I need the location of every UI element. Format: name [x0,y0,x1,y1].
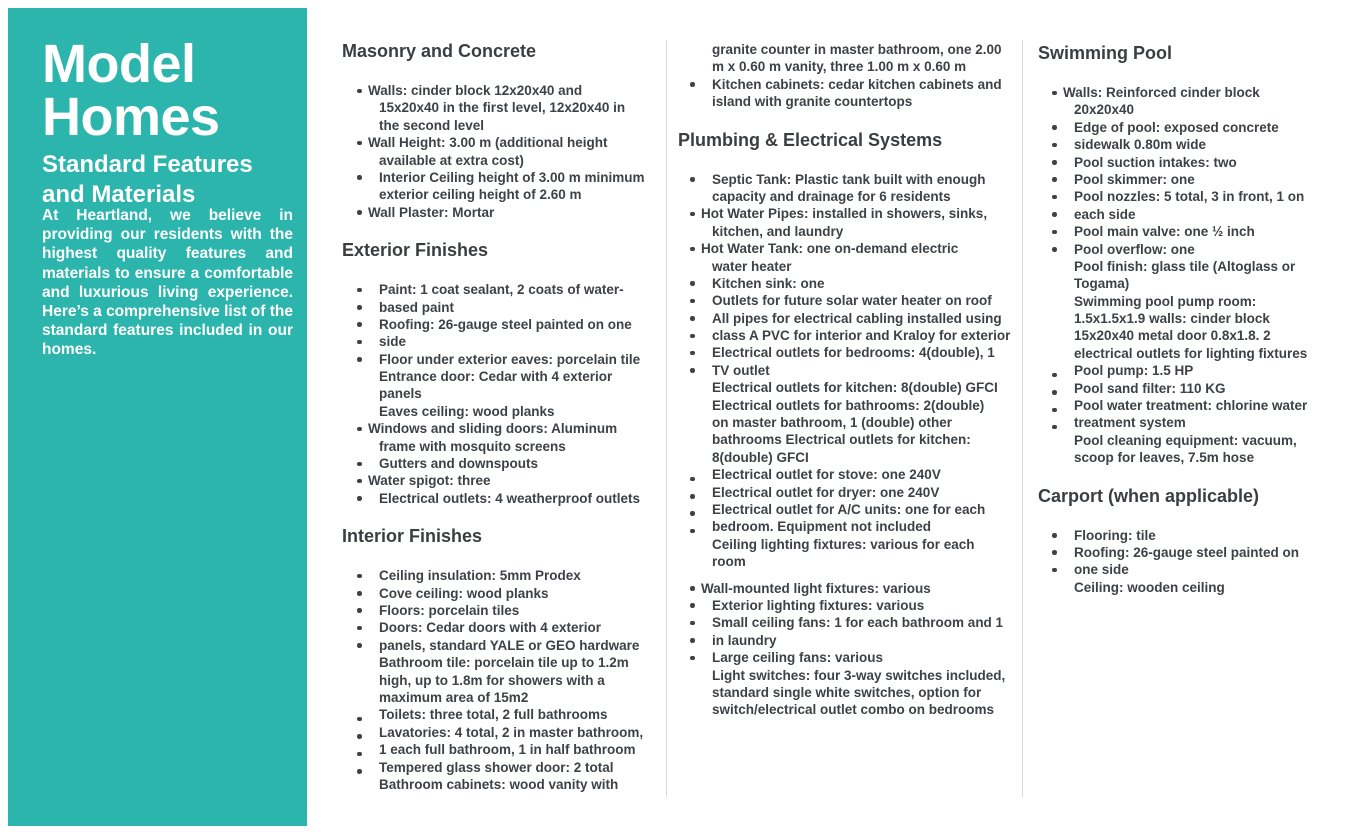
bullet-icon [690,621,695,626]
bullet-icon [357,752,362,757]
feature-list [1038,84,1368,467]
feature-list [342,281,672,507]
list-item-text: m x 0.60 m vanity, three 1.00 m x 0.60 m [712,59,967,75]
page-title-line2: Homes [42,87,220,147]
list-item [357,654,672,671]
list-item-text: Flooring: tile [1074,527,1156,543]
list-item [357,776,672,793]
feature-list [678,171,1028,719]
list-item-text: Electrical outlets: 4 weatherproof outlets [379,490,641,506]
feature-column-1 [342,40,672,793]
list-item-text: 1 each full bathroom, 1 in half bathroom [379,742,636,758]
bullet-icon [357,462,362,467]
list-item [357,204,672,221]
list-item-text: each side [1074,206,1136,222]
bullet-icon [1052,230,1057,235]
list-item-text: Interior Ceiling height of 3.00 m minimum [379,169,645,185]
list-item [690,397,1028,414]
list-item-text: available at extra cost) [379,152,524,168]
bullet-icon [690,511,695,516]
list-item [1052,293,1368,310]
list-item-text: exterior ceiling height of 2.60 m [379,187,582,203]
list-item-text: Electrical outlet for A/C units: one for each [712,501,986,517]
bullet-icon [1052,125,1057,130]
list-item-text: Kitchen cabinets: cedar kitchen cabinets and [712,76,1002,92]
bullet-icon [357,734,362,739]
list-item-text: Pool suction intakes: two [1074,154,1237,170]
bullet-icon [357,141,362,146]
bullet-icon [1052,177,1057,182]
list-item-text: Electrical outlet for dryer: one 240V [712,484,940,500]
bullet-icon [690,212,695,217]
list-item [1052,397,1368,414]
feature-list [1038,527,1368,597]
bullet-icon [1052,533,1057,538]
list-item-text: standard single white switches, option for [712,684,982,700]
feature-list [342,82,672,221]
list-item [690,327,1028,344]
list-item [357,759,672,776]
list-item [1052,275,1368,292]
section-heading: Carport (when applicable) [1038,485,1260,506]
list-item-text: Ceiling: wooden ceiling [1074,579,1225,595]
list-item [690,344,1028,361]
list-item-text: bathrooms Electrical outlets for kitchen: [712,432,971,448]
list-item [690,614,1028,631]
list-item-text: scoop for leaves, 7.5m hose [1074,450,1255,466]
list-item [1052,380,1368,397]
list-item [357,117,672,134]
sidebar-panel [8,8,307,826]
list-item-text: frame with mosquito screens [379,438,566,454]
section-heading: Masonry and Concrete [342,41,537,61]
list-item [1052,527,1368,544]
list-item [690,275,1028,292]
list-item-text: Outlets for future solar water heater on roof [712,293,992,309]
bullet-icon [690,638,695,643]
bullet-icon [357,340,362,345]
list-item-text: Water spigot: three [368,473,491,489]
list-item-text: Pool pump: 1.5 HP [1074,363,1194,379]
bullet-icon [690,494,695,499]
bullet-icon [690,586,695,591]
section-heading: Plumbing & Electrical Systems [678,129,943,150]
list-item [690,240,1028,257]
bullet-icon [357,574,362,579]
list-item-text: 8(double) GFCI [712,449,809,465]
list-item [1052,101,1368,118]
list-item-text: Floor under exterior eaves: porcelain tile [379,351,641,367]
list-item-text: kitchen, and laundry [712,223,844,239]
list-item-text: Hot Water Pipes: installed in showers, sinks, [701,206,988,222]
list-item-text: Togama) [1074,276,1130,292]
list-item-text: Toilets: three total, 2 full bathrooms [379,707,608,723]
list-item-text: Doors: Cedar doors with 4 exterior [379,620,602,636]
list-item-text: Ceiling lighting fixtures: various for each [712,536,975,552]
list-item-text: 1.5x1.5x1.9 walls: cinder block [1074,311,1270,327]
bullet-icon [1052,212,1057,217]
list-item-text: bedroom. Equipment not included [712,519,931,535]
list-item [690,632,1028,649]
list-item-text: Large ceiling fans: various [712,650,884,666]
bullet-icon [1052,550,1057,555]
bullet-icon [690,656,695,661]
list-item [357,82,672,99]
list-item [690,76,1028,93]
list-item-text: Exterior lighting fixtures: various [712,597,925,613]
section-heading: Interior Finishes [342,526,483,547]
list-item-text: in laundry [712,632,777,648]
list-item-text: 20x20x40 [1074,102,1135,118]
list-item [1052,544,1368,561]
list-item [1052,345,1368,362]
list-item-text: Pool overflow: one [1074,241,1195,257]
list-item [1052,414,1368,431]
list-item-text: Electrical outlets for kitchen: 8(double) GFCI [712,380,998,396]
list-item-text: Wall Height: 3.00 m (additional height [368,135,608,151]
list-item-text: based paint [379,299,455,315]
list-item-text: Roofing: 26-gauge steel painted on [1074,544,1300,560]
list-item [1052,327,1368,344]
list-item [690,258,1028,275]
section [1038,485,1368,597]
list-item-text: Gutters and downspouts [379,456,539,472]
section [342,40,672,221]
list-item [1052,171,1368,188]
list-item-text: granite counter in master bathroom, one 2.00 [712,42,1002,57]
list-item [357,490,672,507]
list-item-text: Eaves ceiling: wood planks [379,403,555,419]
list-item [357,134,672,151]
list-item-text: Pool cleaning equipment: vacuum, [1074,432,1297,448]
list-item-text: Kitchen sink: one [712,275,825,291]
bullet-icon [1052,195,1057,200]
list-item [357,385,672,402]
list-item-text: island with granite countertops [712,94,913,110]
bullet-icon [357,288,362,293]
list-item-text: Electrical outlets for bathrooms: 2(double) [712,397,985,413]
bullet-icon [690,477,695,482]
bullet-icon [357,769,362,774]
list-item [357,333,672,350]
list-item-text: on master bathroom, 1 (double) other [712,415,953,431]
list-item [357,368,672,385]
list-item [357,152,672,169]
list-item [690,518,1028,535]
intro-paragraph: At Heartland, we believe in providing our residents with the highest quality features and materials to ensure a comfortable and luxurious living experience. Here’s a comprehensive list of the standard features included in our homes. [42,207,293,359]
list-item [357,585,672,602]
list-item-text: Electrical outlet for stove: one 240V [712,467,941,483]
list-item [357,299,672,316]
list-item-text: Swimming pool pump room: [1074,293,1257,309]
list-item-text: panels, standard YALE or GEO hardware [379,637,640,653]
list-item-text: Walls: cinder block 12x20x40 and [368,83,583,98]
list-item [1052,154,1368,171]
list-item [1052,136,1368,153]
list-item [1052,561,1368,578]
list-item-text: Edge of pool: exposed concrete [1074,119,1279,135]
list-item [690,223,1028,240]
list-item-text: Entrance door: Cedar with 4 exterior [379,369,613,385]
list-item-text: water heater [712,258,792,274]
list-item [690,58,1028,75]
bullet-icon [1052,143,1057,148]
list-item [357,602,672,619]
list-item-text: electrical outlets for lighting fixtures [1074,345,1308,361]
list-item [357,186,672,203]
bullet-icon [1052,247,1057,252]
list-item [690,362,1028,379]
list-item-text: room [712,554,746,570]
list-item-text: Pool water treatment: chlorine water [1074,398,1308,414]
list-item [357,99,672,116]
bullet-icon [1052,425,1057,430]
list-item [357,420,672,437]
list-item-text: Wall-mounted light fixtures: various [701,580,931,596]
bullet-icon [1052,408,1057,413]
bullet-icon [690,247,695,252]
list-item [1052,206,1368,223]
list-gap [690,571,1028,580]
list-item-text: Hot Water Tank: one on-demand electric [701,241,959,257]
list-item [690,701,1028,718]
list-item-text: All pipes for electrical cabling installed using [712,310,1002,326]
list-item-text: Pool finish: glass tile (Altoglass or [1074,258,1296,274]
list-item-text: Roofing: 26-gauge steel painted on one [379,316,632,332]
bullet-icon [357,427,362,432]
section-heading: Exterior Finishes [342,240,489,261]
list-item-text: Tempered glass shower door: 2 total [379,759,614,775]
bullet-icon [357,479,362,484]
list-item-text: Pool main valve: one ½ inch [1074,224,1255,240]
list-item-text: Pool sand filter: 110 KG [1074,380,1226,396]
list-item-text: Wall Plaster: Mortar [368,204,495,220]
bullet-icon [690,351,695,356]
bullet-icon [357,175,362,180]
list-item [1052,119,1368,136]
list-item-text: TV outlet [712,362,770,378]
bullet-icon [1052,373,1057,378]
bullet-icon [357,89,362,94]
bullet-icon [690,603,695,608]
bullet-icon [690,177,695,182]
bullet-icon [690,281,695,286]
list-item [1052,579,1368,596]
list-item [1052,188,1368,205]
list-item [357,472,672,489]
list-item-text: Electrical outlets for bedrooms: 4(double), 1 [712,345,995,361]
list-item [690,292,1028,309]
list-item [357,316,672,333]
list-item-text: sidewalk 0.80m wide [1074,137,1207,153]
list-item [357,438,672,455]
list-item [357,672,672,689]
bullet-icon [690,299,695,304]
list-item [1052,432,1368,449]
list-item-text: Floors: porcelain tiles [379,602,520,618]
section [1038,42,1368,467]
bullet-icon [1052,91,1057,96]
list-item [1052,84,1368,101]
list-item-text: capacity and drainage for 6 residents [712,188,951,204]
list-item-text: Lavatories: 4 total, 2 in master bathroom, [379,724,644,740]
feature-column-3 [1038,42,1368,596]
section [342,525,672,793]
page-subtitle: Standard Features and Materials [42,151,253,208]
list-item-text: switch/electrical outlet combo on bedrooms [712,702,995,718]
list-item [690,466,1028,483]
list-item [1052,362,1368,379]
list-item-text: Septic Tank: Plastic tank built with enough [712,171,986,187]
list-item-text: treatment system [1074,415,1186,431]
bullet-icon [1052,160,1057,165]
list-item [690,431,1028,448]
list-item [690,188,1028,205]
list-item-text: Windows and sliding doors: Aluminum [368,421,618,437]
list-item-text: Bathroom tile: porcelain tile up to 1.2m [379,655,629,671]
list-item [357,619,672,636]
list-item [690,93,1028,110]
list-item [357,706,672,723]
bullet-icon [357,608,362,613]
list-item-text: Paint: 1 coat sealant, 2 coats of water- [379,282,624,298]
bullet-icon [357,591,362,596]
list-item [357,169,672,186]
list-item [357,351,672,368]
list-item-text: panels [379,386,422,402]
list-item-text: 15x20x40 in the first level, 12x20x40 in [379,100,626,116]
page-title-line1: Model [42,34,196,94]
list-item-text: Bathroom cabinets: wood vanity with [379,776,619,792]
section [342,239,672,507]
list-item [690,205,1028,222]
list-item [357,724,672,741]
list-item-text: high, up to 1.8m for showers with a [379,672,605,688]
list-item [357,689,672,706]
list-item [690,597,1028,614]
list-item [1052,223,1368,240]
bullet-icon [357,643,362,648]
list-item [690,41,1028,58]
list-item-text: Small ceiling fans: 1 for each bathroom and 1 [712,615,1004,631]
bullet-icon [690,82,695,87]
bullet-icon [357,305,362,310]
list-item [690,501,1028,518]
list-item [357,281,672,298]
list-item [690,449,1028,466]
list-item [690,171,1028,188]
page-title [42,34,220,147]
list-item [690,414,1028,431]
bullet-icon [1052,390,1057,395]
list-item [690,310,1028,327]
list-item-text: Walls: Reinforced cinder block [1063,85,1260,100]
feature-list [342,567,672,793]
list-item [690,484,1028,501]
list-item-text: Pool skimmer: one [1074,171,1195,187]
list-item [1052,258,1368,275]
list-item [1052,310,1368,327]
list-item [690,553,1028,570]
list-item [357,741,672,758]
list-item [357,637,672,654]
bullet-icon [357,322,362,327]
bullet-icon [357,626,362,631]
list-item [690,649,1028,666]
list-item [690,379,1028,396]
list-item [357,567,672,584]
list-item-text: maximum area of 15m2 [379,689,529,705]
list-item-text: Cove ceiling: wood planks [379,585,549,601]
list-item-text: one side [1074,562,1129,578]
bullet-icon [357,357,362,362]
list-item [690,536,1028,553]
list-item [1052,449,1368,466]
bullet-icon [690,334,695,339]
list-item [690,667,1028,684]
bullet-icon [357,496,362,501]
bullet-icon [357,210,362,215]
list-item-text: the second level [379,117,485,133]
list-item-text: 15x20x40 metal door 0.8x1.8. 2 [1074,328,1271,344]
list-item [690,580,1028,597]
bullet-icon [357,717,362,722]
section [678,129,1028,719]
list-item-text: side [379,334,407,350]
bullet-icon [690,368,695,373]
feature-list [678,41,1028,111]
feature-column-2 [678,41,1028,719]
bullet-icon [690,316,695,321]
bullet-icon [1052,568,1057,573]
list-item-text: Pool nozzles: 5 total, 3 in front, 1 on [1074,189,1305,205]
list-item [357,455,672,472]
section [678,41,1028,111]
bullet-icon [690,529,695,534]
list-item-text: Light switches: four 3-way switches included, [712,667,1006,683]
list-item [357,403,672,420]
list-item-text: class A PVC for interior and Kraloy for exterior [712,328,1011,344]
section-heading: Swimming Pool [1038,43,1173,63]
list-item-text: Ceiling insulation: 5mm Prodex [379,568,581,584]
list-item [690,684,1028,701]
list-item [1052,241,1368,258]
